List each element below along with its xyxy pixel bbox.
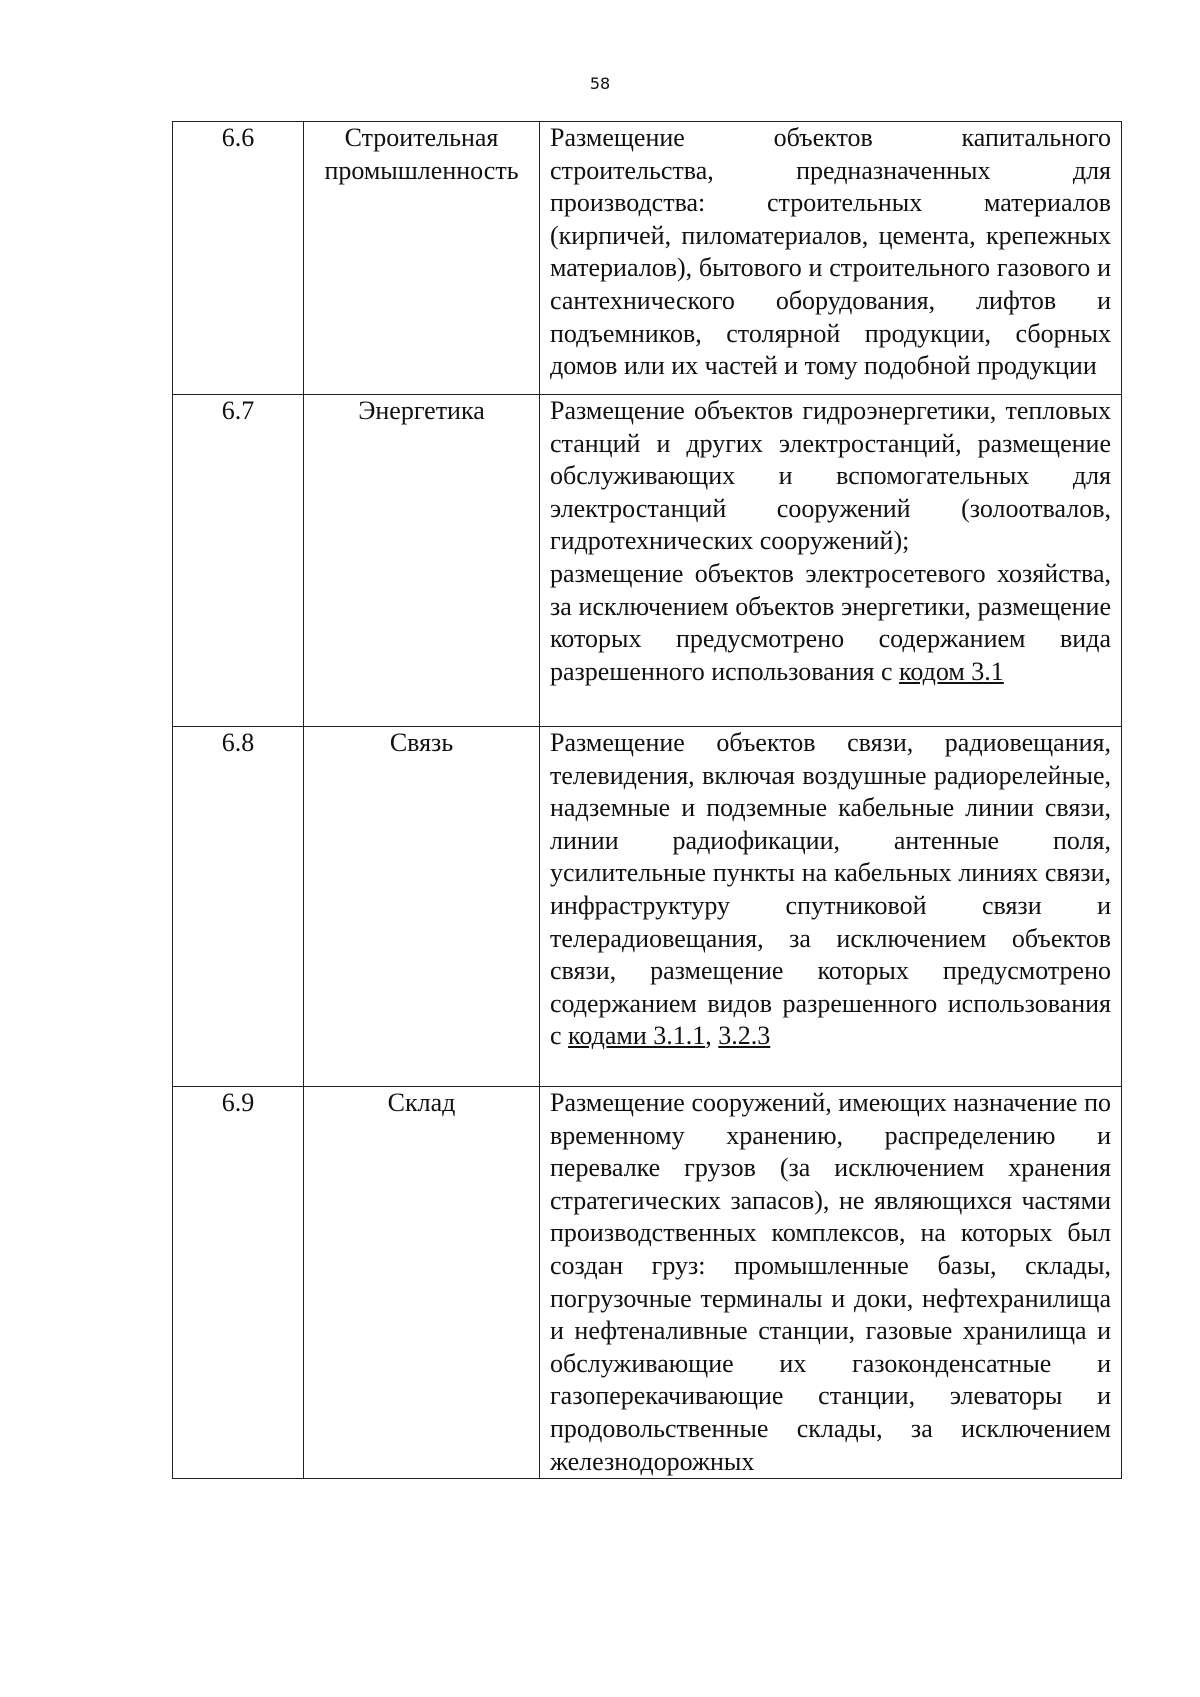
row-name: Энергетика — [304, 395, 540, 727]
description-text: размещение объектов электросетевого хозяйства, за исключением объектов энергетики, размещение которых предусмотрено содержанием вида разрешенного использования с — [550, 558, 1111, 686]
row-code: 6.7 — [173, 395, 304, 727]
code-link[interactable]: кодами 3.1.1 — [568, 1021, 706, 1051]
row-description — [540, 395, 1122, 727]
code-link[interactable]: 3.2.3 — [718, 1021, 771, 1051]
table-row — [173, 1087, 1122, 1479]
land-use-table — [172, 121, 1122, 1479]
table-row — [173, 727, 1122, 1087]
code-link[interactable]: кодом 3.1 — [899, 656, 1004, 686]
row-description: Размещение сооружений, имеющих назначение по временному хранению, распределению и перевалке грузов (за исключением хранения стратегических запасов), не являющихся частями производственных комплексов, на которых был создан груз: промышленные базы, склады, погрузочные терминалы и доки, нефтехранилища и нефтеналивные станции, газовые хранилища и обслуживающие их газоконденсатные и газоперекачивающие станции, элеваторы и продовольственные склады, за исключением железнодорожных — [540, 1087, 1122, 1479]
description-paragraph — [550, 558, 1111, 688]
link-separator: , — [705, 1021, 719, 1051]
description-text: Размещение объектов связи, радиовещания, телевидения, включая воздушные радиорелейные, надземные и подземные кабельные линии связи, линии радиофикации, антенные поля, усилительные пункты на кабельных линиях связи, инфраструктуру спутниковой связи и телерадиовещания, за исключением объектов связи, размещение которых предусмотрено содержанием видов разрешенного использования с — [550, 728, 1111, 1051]
row-code: 6.9 — [173, 1087, 304, 1479]
row-name: Строительная промышленность — [304, 122, 540, 395]
table-row — [173, 395, 1122, 727]
row-name: Связь — [304, 727, 540, 1087]
row-description — [540, 727, 1122, 1087]
row-name: Склад — [304, 1087, 540, 1479]
table-row — [173, 122, 1122, 395]
description-paragraph: Размещение объектов гидроэнергетики, тепловых станций и других электростанций, размещение обслуживающих и вспомогательных для электростанций сооружений (золоотвалов, гидротехнических сооружений); — [550, 396, 1111, 556]
row-code: 6.6 — [173, 122, 304, 395]
page-number: 58 — [589, 74, 611, 93]
row-description: Размещение объектов капитального строительства, предназначенных для производства: строительных материалов (кирпичей, пиломатериалов, цемента, крепежных материалов), бытового и строительного газового и сантехнического оборудования, лифтов и подъемников, столярной продукции, сборных домов или их частей и тому подобной продукции — [540, 122, 1122, 395]
row-code: 6.8 — [173, 727, 304, 1087]
